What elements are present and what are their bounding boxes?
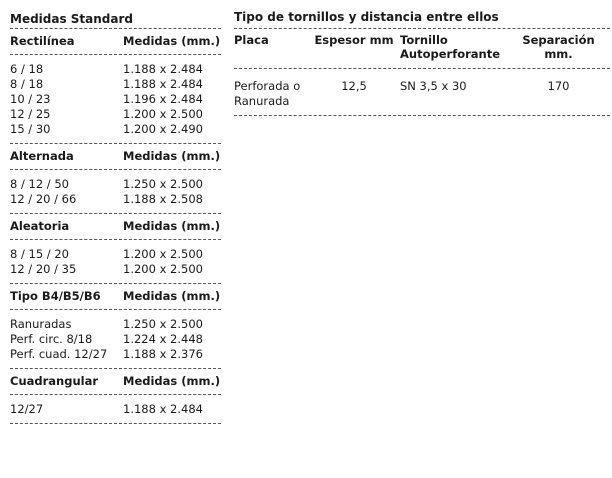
section-type-label: Tipo B4/B5/B6 xyxy=(10,289,101,303)
table-row xyxy=(10,332,221,347)
section-rows xyxy=(10,395,221,423)
cell-tornillo: SN 3,5 x 30 xyxy=(400,79,467,93)
size-measure: 1.250 x 2.500 xyxy=(123,177,203,191)
size-pattern: 12/27 xyxy=(10,402,44,416)
screw-table-panel xyxy=(234,6,610,116)
section-rows xyxy=(10,55,221,143)
size-measure: 1.250 x 2.500 xyxy=(123,317,203,331)
section-type-label: Aleatoria xyxy=(10,219,70,233)
section-header xyxy=(10,144,221,169)
table-row xyxy=(10,317,221,332)
divider xyxy=(10,423,221,424)
section-measures-label: Medidas (mm.) xyxy=(123,149,221,163)
table-row xyxy=(10,402,221,417)
screw-table-title: Tipo de tornillos y distancia entre ellos xyxy=(234,10,499,24)
size-pattern: 10 / 23 xyxy=(10,92,51,106)
table-row xyxy=(10,62,221,77)
table-row xyxy=(10,347,221,362)
size-measure: 1.200 x 2.500 xyxy=(123,262,203,276)
section-measures-label: Medidas (mm.) xyxy=(123,289,221,303)
size-measure: 1.200 x 2.500 xyxy=(123,247,203,261)
table-row xyxy=(10,177,221,192)
section-rows xyxy=(10,310,221,368)
header-placa: Placa xyxy=(234,33,269,47)
table-row xyxy=(10,247,221,262)
size-measure: 1.188 x 2.376 xyxy=(123,347,203,361)
cell-placa xyxy=(234,79,308,109)
table-row xyxy=(10,77,221,92)
cell-espesor: 12,5 xyxy=(341,79,367,93)
size-measure: 1.188 x 2.484 xyxy=(123,402,203,416)
section-rows xyxy=(10,170,221,213)
size-pattern: 8 / 12 / 50 xyxy=(10,177,69,191)
section-measures-label: Medidas (mm.) xyxy=(123,219,221,233)
sections-container xyxy=(10,29,221,424)
size-pattern: 8 / 18 xyxy=(10,77,44,91)
size-pattern: 8 / 15 / 20 xyxy=(10,247,69,261)
section-rows xyxy=(10,240,221,283)
cell-placa-line1: Perforada o xyxy=(234,79,301,93)
section-type-label: Cuadrangular xyxy=(10,374,99,388)
table-row xyxy=(10,262,221,277)
header-tornillo-line1: Tornillo xyxy=(400,33,448,47)
section-header xyxy=(10,284,221,309)
size-measure: 1.200 x 2.500 xyxy=(123,107,203,121)
size-pattern: Perf. cuad. 12/27 xyxy=(10,347,108,361)
header-separacion: Separación mm. xyxy=(522,33,595,61)
size-pattern: 12 / 25 xyxy=(10,107,51,121)
table-row xyxy=(10,107,221,122)
size-measure: 1.224 x 2.448 xyxy=(123,332,203,346)
standard-sizes-panel xyxy=(10,10,221,424)
section-header xyxy=(10,369,221,394)
size-measure: 1.188 x 2.508 xyxy=(123,192,203,206)
size-measure: 1.200 x 2.490 xyxy=(123,122,203,136)
header-tornillo xyxy=(400,33,507,65)
divider xyxy=(234,115,610,116)
size-measure: 1.188 x 2.484 xyxy=(123,77,203,91)
table-row xyxy=(10,192,221,207)
size-pattern: Perf. circ. 8/18 xyxy=(10,332,93,346)
screw-table-row xyxy=(234,69,610,115)
table-row xyxy=(10,122,221,137)
screw-table-header xyxy=(234,29,610,68)
size-pattern: Ranuradas xyxy=(10,317,72,331)
size-pattern: 6 / 18 xyxy=(10,62,44,76)
table-row xyxy=(10,92,221,107)
size-pattern: 12 / 20 / 66 xyxy=(10,192,77,206)
header-espesor: Espesor mm xyxy=(314,33,394,47)
section-type-label: Rectilínea xyxy=(10,34,75,48)
section-type-label: Alternada xyxy=(10,149,74,163)
size-measure: 1.188 x 2.484 xyxy=(123,62,203,76)
size-measure: 1.196 x 2.484 xyxy=(123,92,203,106)
header-tornillo-line2: Autoperforante xyxy=(400,47,501,61)
section-measures-label: Medidas (mm.) xyxy=(123,34,221,48)
section-header xyxy=(10,214,221,239)
size-pattern: 12 / 20 / 35 xyxy=(10,262,77,276)
size-pattern: 15 / 30 xyxy=(10,122,51,136)
section-header xyxy=(10,29,221,54)
section-measures-label: Medidas (mm.) xyxy=(123,374,221,388)
standard-sizes-title: Medidas Standard xyxy=(10,12,134,26)
cell-placa-line2: Ranurada xyxy=(234,94,290,108)
cell-separacion: 170 xyxy=(547,79,570,93)
